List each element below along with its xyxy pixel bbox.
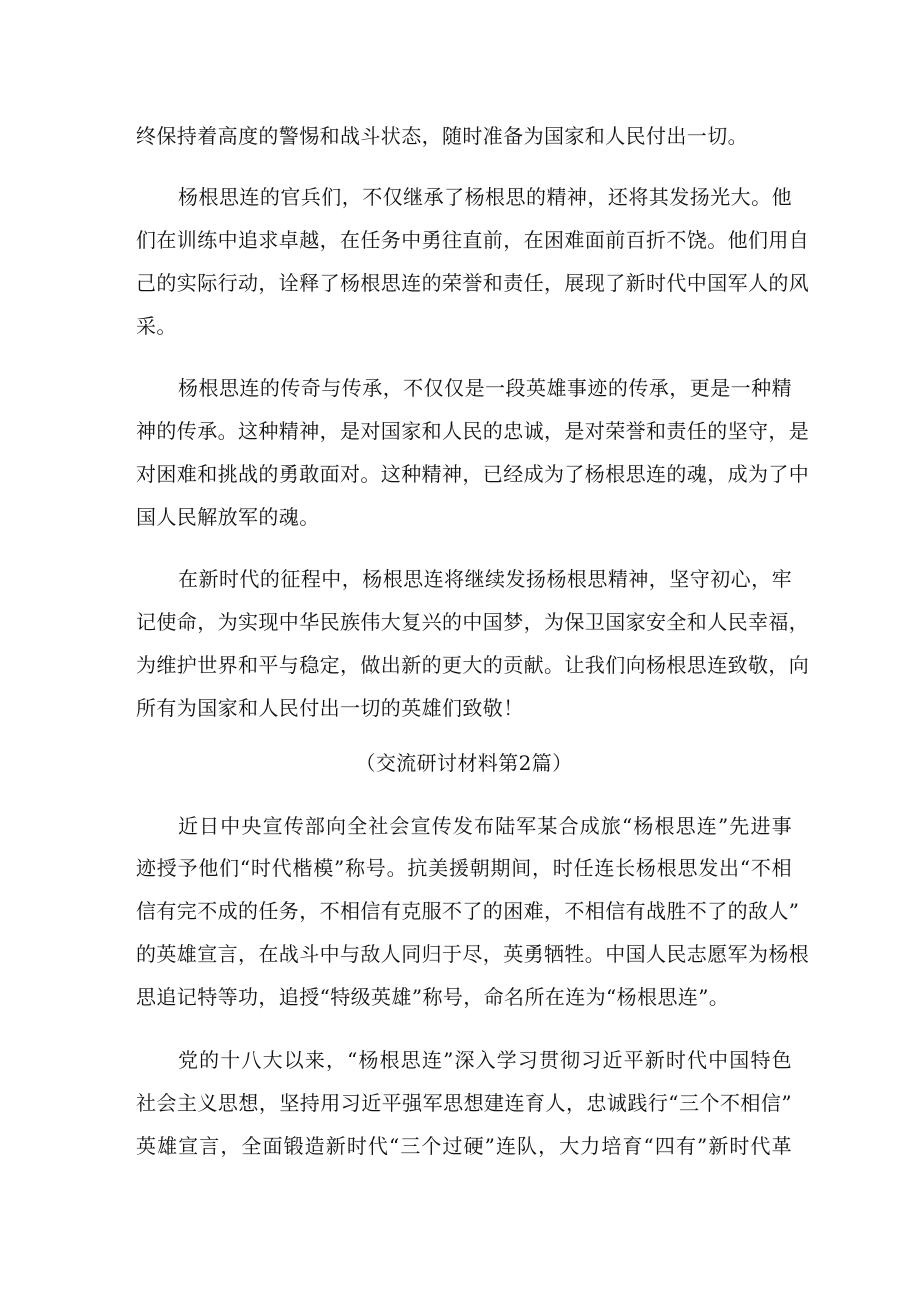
paragraph-line: 党的十八大以来，“杨根思连”深入学习贯彻习近平新时代中国特色 — [178, 1048, 792, 1072]
paragraph-line: 为维护世界和平与稳定，做出新的更大的贡献。让我们向杨根思连致敬，向 — [136, 653, 810, 677]
paragraph-line: 们在训练中追求卓越，在任务中勇往直前，在困难面前百折不饶。他们用自 — [136, 228, 810, 252]
paragraph-line: 思追记特等功，追授“特级英雄”称号，命名所在连为“杨根思连”。 — [136, 985, 730, 1009]
paragraph-line: 神的传承。这种精神，是对国家和人民的忠诚，是对荣誉和责任的坚守，是 — [136, 419, 810, 443]
paragraph-line: 所有为国家和人民付出一切的英雄们致敬！ — [136, 696, 524, 720]
paragraph-line: 己的实际行动，诠释了杨根思连的荣誉和责任，展现了新时代中国军人的风 — [136, 271, 810, 295]
paragraph-line: 的英雄宣言，在战斗中与敌人同归于尽，英勇牺牲。中国人民志愿军为杨根 — [136, 942, 810, 966]
paragraph-line: 杨根思连的传奇与传承，不仅仅是一段英雄事迹的传承，更是一种精 — [178, 376, 792, 400]
section-heading: （交流研讨材料第2篇） — [355, 751, 573, 775]
paragraph-line: 对困难和挑战的勇敢面对。这种精神，已经成为了杨根思连的魂，成为了中 — [136, 462, 810, 486]
paragraph-line: 近日中央宣传部向全社会宣传发布陆军某合成旅“杨根思连”先进事 — [178, 814, 792, 838]
paragraph-line: 英雄宣言，全面锻造新时代“三个过硬”连队，大力培育“四有”新时代革 — [136, 1134, 792, 1158]
paragraph-line: 国人民解放军的魂。 — [136, 505, 320, 529]
paragraph-line: 杨根思连的官兵们，不仅继承了杨根思的精神，还将其发扬光大。他 — [178, 185, 792, 209]
paragraph-line: 在新时代的征程中，杨根思连将继续发扬杨根思精神，坚守初心，牢 — [178, 567, 792, 591]
paragraph-line: 终保持着高度的警惕和战斗状态，随时准备为国家和人民付出一切。 — [136, 124, 748, 148]
paragraph-line: 社会主义思想，坚持用习近平强军思想建连育人，忠诚践行“三个不相信” — [136, 1091, 792, 1115]
paragraph-line: 记使命，为实现中华民族伟大复兴的中国梦，为保卫国家安全和人民幸福， — [136, 610, 810, 634]
paragraph-line: 信有完不成的任务，不相信有克服不了的困难，不相信有战胜不了的敌人” — [136, 899, 800, 923]
paragraph-line: 采。 — [136, 314, 177, 338]
paragraph-line: 迹授予他们“时代楷模”称号。抗美援朝期间，时任连长杨根思发出“不相 — [136, 856, 792, 880]
